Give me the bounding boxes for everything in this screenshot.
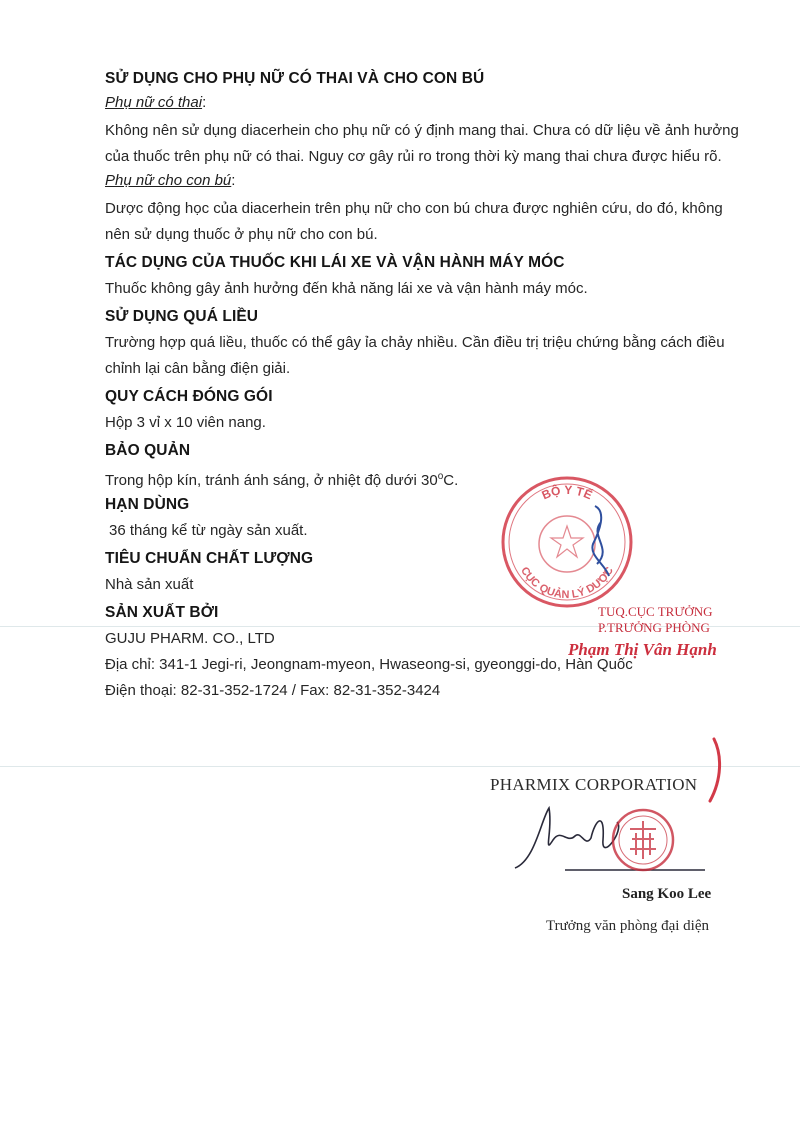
stamp-top-text: BỘ Y TẾ [539,482,595,503]
shelf-life-text: 36 tháng kể từ ngày sản xuất. [109,522,308,539]
storage-heading: BẢO QUẢN [105,442,191,459]
overdose-text: Trường hợp quá liều, thuốc có thể gây ỉa chảy nhiều. Cần điều trị triệu chứng bằng cách điều chỉnh lại cân bằng điện giải. [105,334,725,377]
approval-line-2: P.TRƯỞNG PHÒNG [598,620,710,635]
red-pen-mark [700,735,730,805]
manufacturer-address: Địa chỉ: 341-1 Jegi-ri, Jeongnam-myeon, Hwaseong-si, gyeonggi-do, Hàn Quốc [105,656,633,673]
ministry-stamp [497,472,637,612]
pregnant-subheading [105,92,745,114]
approval-line-1: TUQ.CỤC TRƯỞNG [598,604,713,619]
quality-heading: TIÊU CHUẨN CHẤT LƯỢNG [105,550,314,567]
packaging-heading: QUY CÁCH ĐÓNG GÓI [105,388,273,405]
storage-text [105,464,745,490]
stamp-signature [592,506,609,576]
packaging-text: Hộp 3 vỉ x 10 viên nang. [105,414,266,431]
pregnancy-heading: SỬ DỤNG CHO PHỤ NỮ CÓ THAI VÀ CHO CON BÚ [105,70,485,87]
shelf-life-heading: HẠN DÙNG [105,496,190,513]
breastfeeding-text: Dược động học của diacerhein trên phụ nữ cho con bú chưa được nghiên cứu, do đó, không nên sử dụng thuốc ở phụ nữ cho con bú. [105,200,723,243]
scan-line [0,766,800,767]
degree-symbol: o [437,471,444,482]
approval-name: Phạm Thị Vân Hạnh [568,640,717,659]
pregnant-label: Phụ nữ có thai [105,94,203,111]
star-icon [551,526,583,557]
stamp-bottom-text: CỤC QUẢN LÝ DƯỢC [518,565,616,602]
pregnant-text: Không nên sử dụng diacerhein cho phụ nữ có ý định mang thai. Chưa có dữ liệu về ảnh hưởng của thuốc trên phụ nữ có thai. Nguy cơ gây rủi ro trong thời kỳ mang thai chưa được hiểu rõ. [105,122,739,165]
company-name: PHARMIX CORPORATION [490,775,698,794]
breastfeeding-subheading [105,170,745,192]
manufacturer-phone: Điện thoại: 82-31-352-1724 / Fax: 82-31-352-3424 [105,682,441,699]
overdose-heading: SỬ DỤNG QUÁ LIỀU [105,308,259,325]
breastfeeding-label: Phụ nữ cho con bú [105,172,232,189]
company-seal [610,807,676,873]
storage-text-unit: C. [443,472,459,489]
manufacturer-name: GUJU PHARM. CO., LTD [105,630,275,647]
manufacturer-heading: SẢN XUẤT BỞI [105,604,219,621]
pregnant-colon: : [202,94,207,111]
signer-name: Sang Koo Lee [622,886,712,902]
approval-block [568,604,768,659]
quality-text: Nhà sản xuất [105,576,194,593]
driving-heading: TÁC DỤNG CỦA THUỐC KHI LÁI XE VÀ VẬN HÀNH MÁY MÓC [105,254,565,271]
driving-text: Thuốc không gây ảnh hưởng đến khả năng lái xe và vận hành máy móc. [105,280,588,297]
signer-title: Trưởng văn phòng đại diện [546,918,710,934]
storage-text-main: Trong hộp kín, tránh ánh sáng, ở nhiệt độ dưới 30 [105,472,438,489]
breastfeeding-colon: : [231,172,236,189]
